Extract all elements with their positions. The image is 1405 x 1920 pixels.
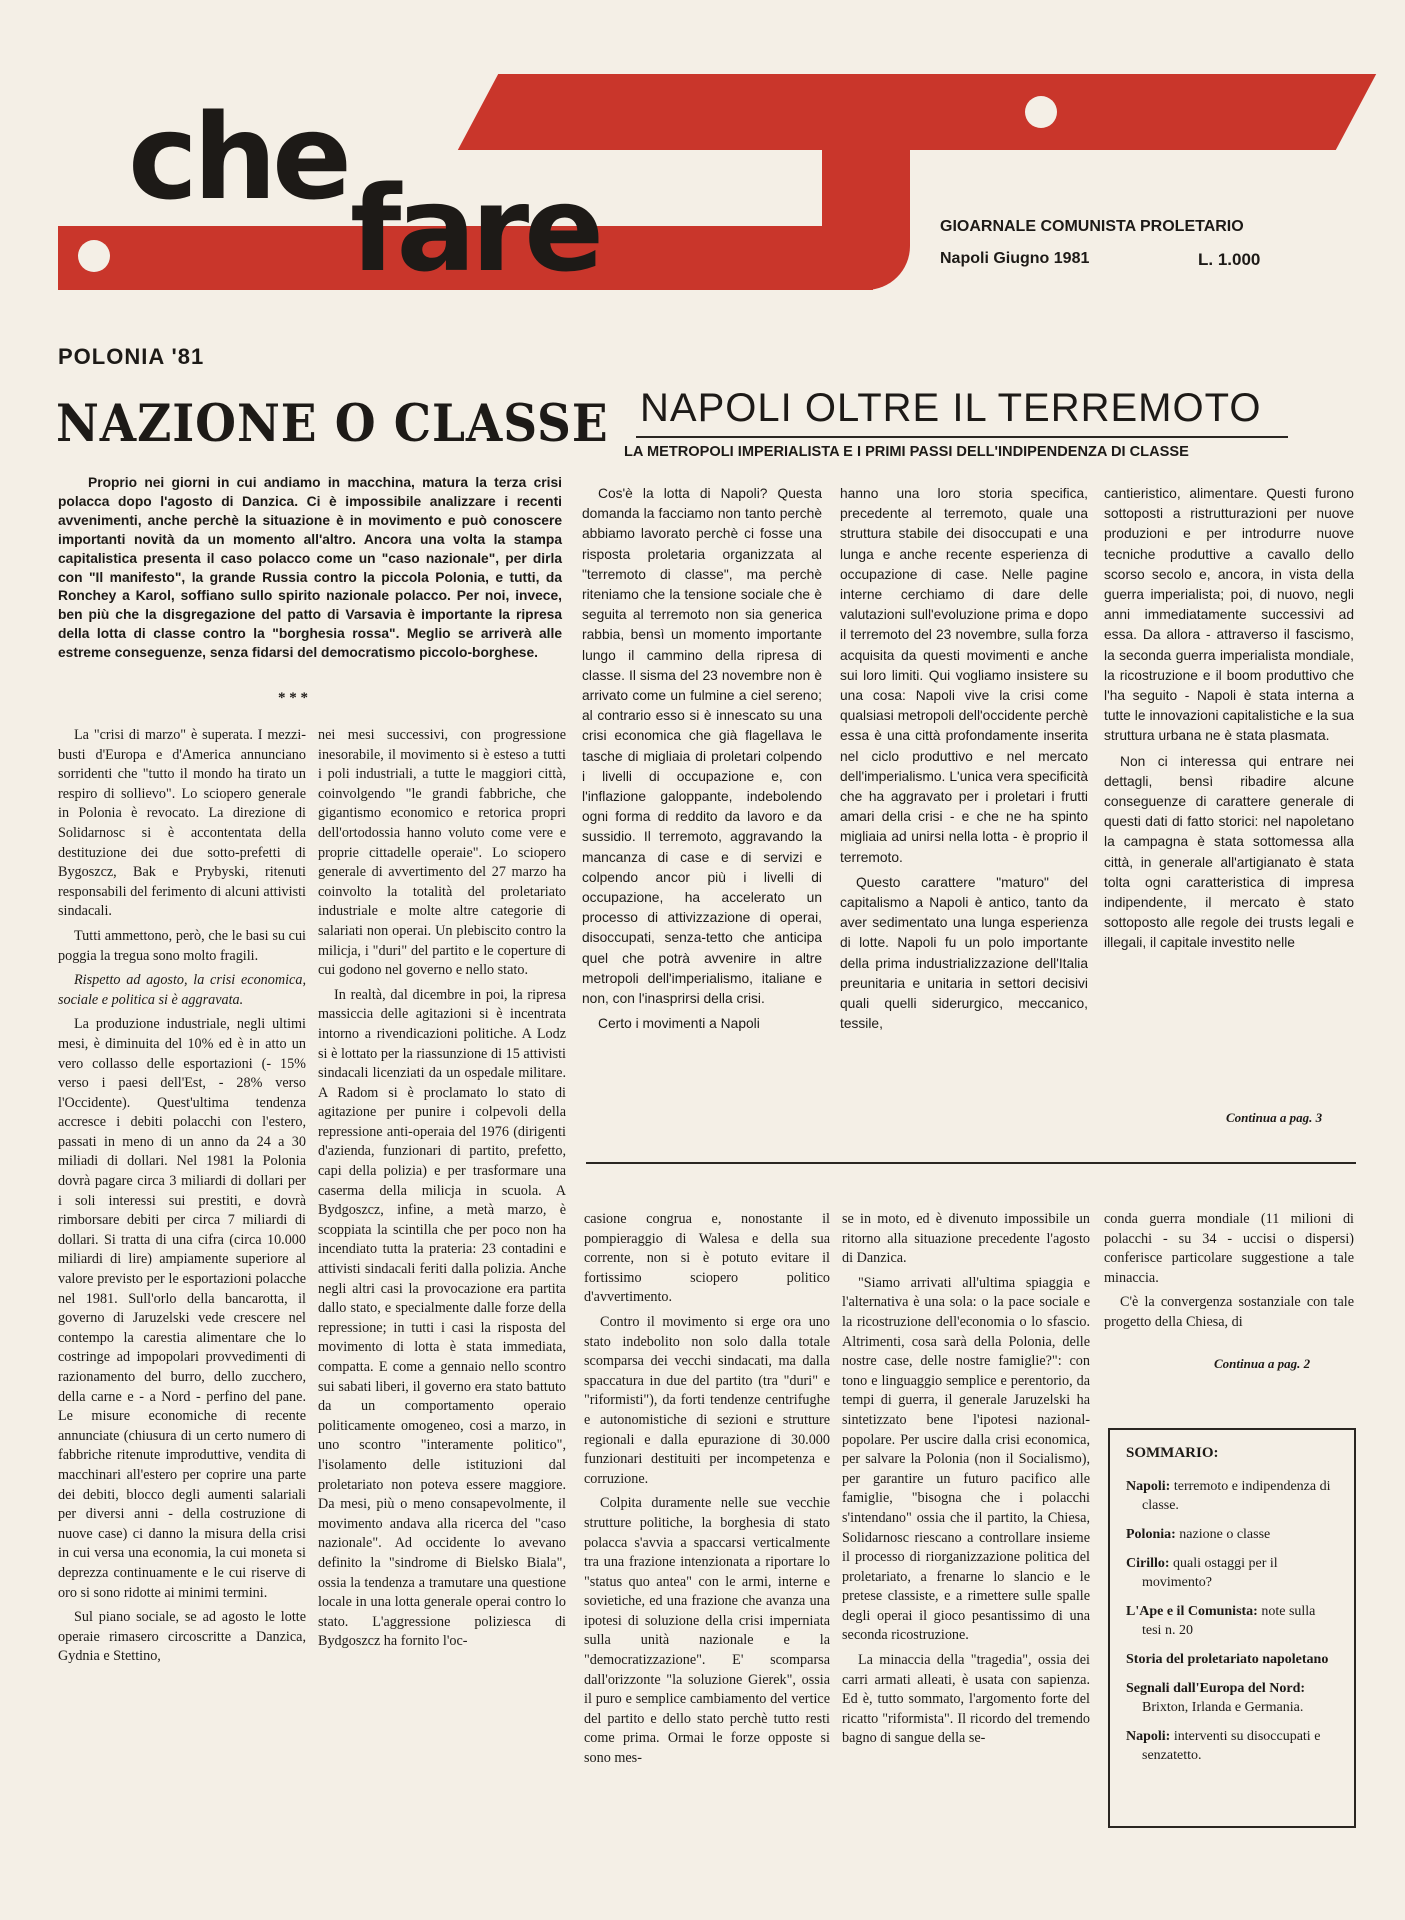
- napoli-headline: NAPOLI OLTRE IL TERREMOTO: [640, 386, 1262, 430]
- napoli-deck: LA METROPOLI IMPERIALISTA E I PRIMI PASSI DELL'INDIPENDENZA DI CLASSE: [624, 444, 1189, 460]
- masthead-place-date: Napoli Giugno 1981: [940, 250, 1090, 267]
- paragraph: Rispetto ad agosto, la crisi economica, sociale e politica si è aggravata.: [58, 972, 306, 1008]
- polonia-intro: Proprio nei giorni in cui andiamo in macchina, matura la terza crisi polacca dopo l'agosto di Danzica. Ci è impossibile analizzare i recenti avvenimenti, anche perchè la situazione è in movimento e può conoscere importanti novità da un momento all'altro. Ancora una volta la stampa capitalistica presenta il caso polacco come un "caso nazionale", per dirla con "Il manifesto", la grande Russia contro la piccola Polonia, e tutti, da Ronchey a Karol, soffiano sullo spirito nazionale polacco. Per noi, invece, ben più che la disgregazione del patto di Varsavia è importante la ripresa della lotta di classe contro la "borghesia rossa". Meglio se arriverà alle estreme conseguenze, senza fidarsi del democratismo piccolo-borghese.: [58, 475, 562, 661]
- napoli-column-3: [1104, 484, 1354, 1054]
- polonia-separator: * * *: [278, 690, 308, 706]
- sommario-item: Napoli: interventi su disoccupati e senzatetto.: [1126, 1729, 1321, 1763]
- polonia-headline: NAZIONE O CLASSE: [56, 394, 609, 454]
- paragraph: C'è la convergenza sostanziale con tale progetto della Chiesa, di: [1104, 1294, 1354, 1330]
- napoli-continued-note: Continua a pag. 3: [1226, 1110, 1323, 1125]
- paragraph: cantieristico, alimentare. Questi furono sottoposti a ristrutturazioni per nuove produzioni e per introdurre nuove tecniche produttive a cavallo dello scorso secolo e, ancora, in vista della guerra imperialista; poi, di nuovo, negli anni immediatamente successivi ad essa. Da allora - attraverso il fascismo, la seconda guerra imperialista mondiale, la ricostruzione e il boom produttivo che l'ha seguito - Napoli è stata interna a tutte le innovazioni capitalistiche e la sua struttura urbana ne è stata plasmata.: [1104, 486, 1354, 744]
- paragraph: Contro il movimento si erge ora uno stato indebolito non solo dalla totale scomparsa dei vecchi sindacati, ma dalla spaccatura in due del partito (tra "duri" e "riformisti"), da forti tendenze centrifughe e autonomistiche di sezioni e strutture regionali e dalla epurazione di 30.000 funzionari destituiti per incompetenza e corruzione.: [584, 1313, 830, 1487]
- sommario-item: L'Ape e il Comunista: note sulla tesi n. 20: [1126, 1604, 1316, 1638]
- paragraph: Questo carattere "maturo" del capitalismo a Napoli è antico, tanto da aver sedimentato una lunga esperienza di lotte. Napoli fu un polo importante della prima industrializzazione dell'Italia preunitaria e unitaria in settori decisivi quali quelli siderurgico, meccanico, tessile,: [840, 874, 1088, 1032]
- paragraph: casione congrua e, nonostante il pompieraggio di Walesa e della sua corrente, non si è potuto evitare il fortissimo sciopero politico d'avvertimento.: [584, 1211, 830, 1306]
- napoli-headline-rule: [636, 436, 1288, 438]
- masthead-red-bar-top: [458, 74, 1376, 150]
- paragraph: Colpita duramente nelle sue vecchie strutture politiche, la borghesia di stato polacca s'avvia a spaccarsi verticalmente tra una frazione intenzionata a riportare lo "status quo antea" con le armi, interne e sovietiche, ed una frazione che avanza una ipotesi di soluzione della crisi imperniata sulla unità nazionale e la "democratizzazione". E' scomparsa dall'orizzonte "la soluzione Gierek", ossia il puro e semplice cambiamento del vertice del partito e dello stato perchè tutto resti come prima. Ormai le forze opposte si sono mes-: [584, 1495, 830, 1767]
- paragraph: La produzione industriale, negli ultimi mesi, è diminuita del 10% ed è in atto un vero collasso delle esportazioni (- 15% verso i paesi dell'Est, - 28% verso l'Occidente). Quest'ultima tendenza accresce i debiti polacchi con l'estero, passati in meno di un anno da 24 a 30 miliadi di dollari. Nel 1981 la Polonia dovrà pagare circa 3 miliardi di dollari per i soli interessi sui prestiti, e dovrà rimborsare debiti per circa 7 miliardi di dollari. Si tratta di una cifra (circa 10.000 miliardi di lire) ampiamente superiore al valore previsto per le esportazioni polacche nel 1981. Sull'orlo della bancarotta, il governo di Jaruzelski vede crescere nel contempo la carestia alimentare che lo costringe ad impopolari provvedimenti di razionamento del burro, dello zucchero, della carne e - a Nord - perfino del pane. Le misure economiche di recente annunciate (chiusura di un certo numero di fabbriche ritenute improduttive, vendita di macchinari all'estero per coprire una parte dei debiti, blocco degli aumenti salariali per diversi anni - della costruzione di nuove case) ci danno la misura della crisi in cui versa una economia, la cui moneta si deprezza continuamente e le cui riserve di oro si sono ridotte ai minimi termini.: [58, 1016, 306, 1601]
- paragraph: Certo i movimenti a Napoli: [598, 1016, 760, 1032]
- polonia-cont-column-1: [584, 1210, 830, 1904]
- sommario-item: Storia del proletariato napoletano: [1126, 1652, 1329, 1667]
- masthead-price: L. 1.000: [1198, 250, 1261, 269]
- paragraph: conda guerra mondiale (11 milioni di polacchi - su 34 - uccisi o dispersi) conferisce particolare suggestione a tale minaccia.: [1104, 1211, 1354, 1286]
- napoli-column-1: [582, 484, 822, 1124]
- paragraph: In realtà, dal dicembre in poi, la ripresa massiccia delle agitazioni si è incentrata intorno a rivendicazioni politiche. A Lodz si è lottato per la riassunzione di 15 attivisti sindacali licenziati da un ospedale militare. A Radom si è proclamato lo stato di agitazione per punire i colpevoli della repressione anti-operaia del 1976 (dirigenti d'azienda, funzionari di partito, prefetto, capi della polizia) e per trasformare una caserma della milicja in scuola. A Bydgoszcz, infine, a metà marzo, è scoppiata la scintilla che per poco non ha incendiato tutta la prateria: 23 contadini e attivisti sindacali feriti dalla polizia. Anche negli altri casi la provocazione era partita dallo stato, e specialmente dalle forze della repressione; in tutti i casi la risposta del movimento di lotta è stata immediata, compatta. E come a gennaio nello scontro sui sabati liberi, il governo era stato battuto da un comportamento operaio politicamente omogeneo, cosi a marzo, in uno scontro "interamente politico", l'isolamento delle istituzioni dal proletariato non poteva essere maggiore. Da mesi, più o meno consapevolmente, il movimento andava alla ricerca del "caso nazionale". Ad occidente lo avevano definito la "sindrome di Bielsko Biala", ossia la tendenza a tramutare una questione locale in una lotta generale operai contro lo stato. L'aggressione poliziesca di Bydgoszcz ha fornito l'oc-: [318, 986, 566, 1650]
- section-divider: [586, 1162, 1356, 1164]
- logo-word-fare: fare: [350, 160, 600, 298]
- polonia-cont-column-3: [1104, 1210, 1354, 1330]
- sommario-list: [1126, 1477, 1338, 1765]
- paragraph: La "crisi di marzo" è superata. I mezzi-busti d'Europa e d'America annunciano sorridenti che "tutto il mondo ha tirato un respiro di sollievo". Lo sciopero generale in Polonia è revocato. La direzione di Solidarnosc si è accontentata della destituzione dei due sotto-prefetti di Bygoszcz, Bak e Prybyski, ritenuti responsabili del ferimento di alcuni attivisti sindacali.: [58, 727, 306, 920]
- polonia-column-2: [318, 726, 566, 1904]
- paragraph: Non ci interessa qui entrare nei dettagli, bensì ribadire alcune conseguenze di carattere generale di questi dati di fatto storici: nel napoletano la campagna è stata sottomessa alla città, in generale all'artigianato è stata tolta ogni caratteristica di impresa indipendente, il mercato è stato sottoposto alle regole dei trusts legali e illegali, il capitale investito nelle: [1104, 753, 1354, 951]
- paragraph: hanno una loro storia specifica, precedente al terremoto, quale una struttura stabile dei disoccupati e una lunga e anche recente esperienza di occupazione di case. Nelle pagine interne cerchiamo di dare delle valutazioni sull'evoluzione prima e dopo il terremoto del 23 novembre, sulla forza acquisita da questi movimenti e anche sui loro limiti. Qui vogliamo insistere su una cosa: Napoli vive la crisi come qualsiasi metropoli dell'occidente perchè essa è una città profondamente inserita nel ciclo produttivo e nel mercato dell'imperialismo. L'unica vera specificità che ha aggravato per i proletari i frutti amari della crisi - e che ne ha spinto migliaia ad unirsi nella lotta - è proprio il terremoto.: [840, 486, 1088, 865]
- masthead-dot-left: [78, 240, 110, 272]
- sommario-title: SOMMARIO:: [1126, 1445, 1219, 1461]
- sommario-item: Napoli: terremoto e indipendenza di classe.: [1126, 1479, 1331, 1513]
- napoli-column-2: [840, 484, 1088, 1124]
- sommario-box: [1108, 1428, 1356, 1828]
- paragraph: Cos'è la lotta di Napoli? Questa domanda la facciamo non tanto perchè abbiamo lavorato perchè ci fosse una risposta proletaria organizzata al "terremoto di classe", ma perchè riteniamo che la tensione sociale che è seguita al terremoto non sia generica rabbia, bensì un momento importante lungo il cammino della ripresa di classe. Il sisma del 23 novembre non è arrivato come un fulmine a ciel sereno; al contrario esso si è innescato su una crisi economica che già flagellava le tasche di migliaia di proletari colpendo i livelli di occupazione e, con l'inflazione galoppante, indebolendo ogni forma di reddito da lavoro e da sussidio. Il terremoto, aggravando la mancanza di case e di servizi e colpendo ancor più i livelli di occupazione, ha accelerato un processo di attivizzazione di operai, disoccupati, senza-tetto che anticipa quel che potrà avvenire in altre metropoli dell'imperialismo, italiane e non, con l'inasprirsi della crisi.: [582, 486, 822, 1007]
- paragraph: La minaccia della "tragedia", ossia dei carri armati alleati, è usata con sapienza. Ed è, tutto sommato, l'argomento forte del ricatto "riformista". Il ricordo del tremendo bagno di sangue della se-: [842, 1652, 1090, 1747]
- logo-word-che: che: [128, 88, 347, 226]
- paragraph: Tutti ammettono, però, che le basi su cui poggia la tregua sono molto fragili.: [58, 927, 306, 964]
- sommario-item: Polonia: nazione o classe: [1126, 1527, 1271, 1542]
- paragraph: nei mesi successivi, con progressione inesorabile, il movimento si è esteso a tutti i poli industriali, a tutte le maggiori città, coinvolgendo "le grandi fabbriche, che gigantismo economico e retorica propri dell'ortodossia hanno voluto come vere e proprie cittadelle operaie". Lo sciopero generale di avvertimento del 27 marzo ha coinvolto la totalità del proletariato industriale e molte altre categorie di salariati non operai. Un plebiscito contro la milicja, i "duri" del partito e le coperture di cui godono nel governo e nello stato.: [318, 727, 566, 979]
- polonia-continued-note: Continua a pag. 2: [1214, 1356, 1311, 1371]
- sommario-item: Cirillo: quali ostaggi per il movimento?: [1126, 1556, 1278, 1590]
- polonia-cont-column-2: [842, 1210, 1090, 1904]
- sommario-item: Segnali dall'Europa del Nord: Brixton, Irlanda e Germania.: [1126, 1681, 1306, 1715]
- masthead-dot-right: [1025, 96, 1057, 128]
- polonia-column-1: [58, 726, 306, 1904]
- polonia-kicker: POLONIA '81: [58, 344, 205, 369]
- paragraph: "Siamo arrivati all'ultima spiaggia e l'alternativa è una sola: o la pace sociale e la ricostruzione dell'economia o lo sfascio. Altrimenti, cosa sarà della Polonia, delle nostre case, delle nostre famiglie?": con tono e linguaggio semplice e perentorio, da tempi di guerra, il generale Jaruzelski ha sintetizzato bene l'ipotesi nazional-popolare. Per uscire dalla crisi economica, per salvare la Polonia (non il Socialismo), per garantire un futuro pacifico alle famiglie, "bisogna che i polacchi s'intendano" ossia che il partito, la Chiesa, Solidarnosc riescano a controllare insieme il processo di riorganizzazione politica del proletariato, a frenarne lo slancio e le pretese classiste, e a rimettere sulle spalle degli operai il gioco pesantissimo di una seconda ricostruzione.: [842, 1274, 1090, 1644]
- masthead-subtitle: GIOARNALE COMUNISTA PROLETARIO: [940, 218, 1244, 235]
- paragraph: se in moto, ed è divenuto impossibile un ritorno alla situazione precedente l'agosto di Danzica.: [842, 1211, 1090, 1267]
- paragraph: Sul piano sociale, se ad agosto le lotte operaie rimasero circoscritte a Danzica, Gydnia e Stettino,: [58, 1609, 306, 1665]
